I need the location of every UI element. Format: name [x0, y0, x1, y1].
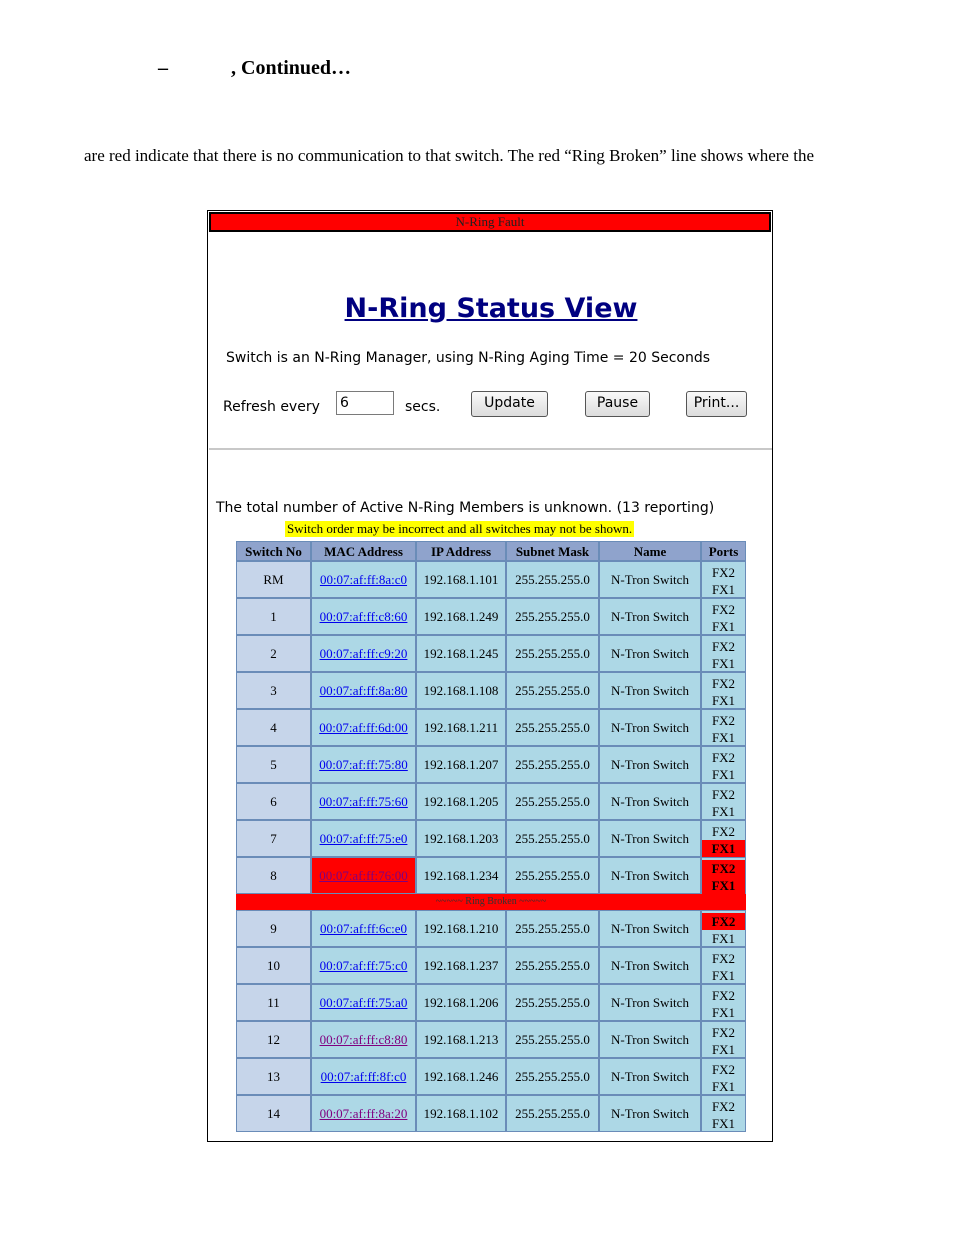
port-fx1: FX1: [711, 619, 736, 634]
switch-no-cell: 11: [236, 984, 311, 1021]
ip-cell: 192.168.1.246: [416, 1058, 506, 1095]
port-fx2-down: FX2: [702, 860, 745, 877]
mac-address-link[interactable]: 00:07:af:ff:75:a0: [319, 995, 408, 1010]
switch-no-cell: 9: [236, 910, 311, 947]
mac-cell: [311, 1058, 416, 1095]
switch-no-cell: 2: [236, 635, 311, 672]
switch-name-cell: N-Tron Switch: [599, 1021, 701, 1058]
ip-cell: 192.168.1.108: [416, 672, 506, 709]
mac-cell: [311, 783, 416, 820]
port-fx2: FX2: [711, 713, 736, 728]
ip-cell: 192.168.1.249: [416, 598, 506, 635]
port-fx2: FX2: [711, 824, 736, 839]
mac-cell: [311, 820, 416, 857]
mac-cell: [311, 910, 416, 947]
pause-button[interactable]: Pause: [585, 391, 650, 417]
subnet-mask-cell: 255.255.255.0: [506, 783, 599, 820]
switch-name-cell: N-Tron Switch: [599, 820, 701, 857]
port-fx1-down: FX1: [702, 840, 745, 857]
ip-cell: 192.168.1.206: [416, 984, 506, 1021]
port-fx1: FX1: [711, 1005, 736, 1020]
subnet-mask-cell: 255.255.255.0: [506, 598, 599, 635]
table-row: [236, 635, 746, 672]
ports-cell: [701, 1095, 746, 1132]
refresh-label: Refresh every: [223, 399, 320, 415]
refresh-interval-input[interactable]: [336, 391, 394, 415]
subnet-mask-cell: 255.255.255.0: [506, 1095, 599, 1132]
header-ip-address: IP Address: [416, 541, 506, 561]
header-name: Name: [599, 541, 701, 561]
port-fx2: FX2: [711, 1025, 736, 1040]
nring-members-table: [236, 541, 746, 1132]
ports-cell: [701, 857, 746, 894]
subnet-mask-cell: 255.255.255.0: [506, 746, 599, 783]
port-fx1: FX1: [711, 767, 736, 782]
subnet-mask-cell: 255.255.255.0: [506, 672, 599, 709]
table-row: [236, 857, 746, 894]
mac-address-link[interactable]: 00:07:af:ff:75:e0: [319, 831, 408, 846]
switch-no-cell: 13: [236, 1058, 311, 1095]
ip-cell: 192.168.1.210: [416, 910, 506, 947]
mac-address-link[interactable]: 00:07:af:ff:75:80: [319, 757, 408, 772]
switch-name-cell: N-Tron Switch: [599, 947, 701, 984]
mac-cell: [311, 947, 416, 984]
port-fx2: FX2: [711, 1062, 736, 1077]
switch-no-cell: 10: [236, 947, 311, 984]
document-body-text: are red indicate that there is no communication to that switch. The red “Ring Broken” line shows where the: [84, 146, 814, 165]
ports-cell: [701, 598, 746, 635]
table-row: [236, 910, 746, 947]
ports-cell: [701, 947, 746, 984]
page-title: [208, 293, 773, 324]
mac-address-link[interactable]: 00:07:af:ff:6d:00: [319, 720, 408, 735]
switch-name-cell: N-Tron Switch: [599, 598, 701, 635]
subnet-mask-cell: 255.255.255.0: [506, 635, 599, 672]
port-fx2: FX2: [711, 676, 736, 691]
switch-no-cell: 12: [236, 1021, 311, 1058]
mac-address-link[interactable]: 00:07:af:ff:75:60: [319, 794, 408, 809]
mac-cell: [311, 984, 416, 1021]
mac-cell: [311, 746, 416, 783]
table-row: [236, 598, 746, 635]
switch-name-cell: N-Tron Switch: [599, 746, 701, 783]
port-fx1: FX1: [711, 693, 736, 708]
ip-cell: 192.168.1.203: [416, 820, 506, 857]
table-row: [236, 1021, 746, 1058]
table-header-row: [236, 541, 746, 561]
switch-name-cell: N-Tron Switch: [599, 1058, 701, 1095]
ip-cell: 192.168.1.207: [416, 746, 506, 783]
switch-name-cell: N-Tron Switch: [599, 984, 701, 1021]
table-row: [236, 1058, 746, 1095]
port-fx2: FX2: [711, 750, 736, 765]
port-fx2: FX2: [711, 787, 736, 802]
switch-name-cell: N-Tron Switch: [599, 783, 701, 820]
mac-cell-no-communication: [311, 857, 416, 894]
switch-no-cell: 7: [236, 820, 311, 857]
mac-address-link[interactable]: 00:07:af:ff:8a:20: [319, 1106, 408, 1121]
switch-name-cell: N-Tron Switch: [599, 672, 701, 709]
ports-cell: [701, 561, 746, 598]
table-row: [236, 984, 746, 1021]
update-button[interactable]: Update: [471, 391, 548, 417]
subnet-mask-cell: 255.255.255.0: [506, 984, 599, 1021]
switch-name-cell: N-Tron Switch: [599, 709, 701, 746]
ports-cell: [701, 635, 746, 672]
table-row: [236, 561, 746, 598]
header-ports: Ports: [701, 541, 746, 561]
mac-address-link[interactable]: 00:07:af:ff:8a:c0: [319, 572, 408, 587]
mac-address-link[interactable]: 00:07:af:ff:c9:20: [319, 646, 408, 661]
ip-cell: 192.168.1.234: [416, 857, 506, 894]
table-row: [236, 947, 746, 984]
table-row: [236, 746, 746, 783]
ring-broken-row: ~~~~~ Ring Broken ~~~~~: [236, 894, 746, 910]
port-fx2-down: FX2: [702, 913, 745, 930]
switch-name-cell: N-Tron Switch: [599, 1095, 701, 1132]
ports-cell: [701, 672, 746, 709]
port-fx2: FX2: [711, 988, 736, 1003]
ip-cell: 192.168.1.213: [416, 1021, 506, 1058]
switch-name-cell: N-Tron Switch: [599, 910, 701, 947]
subnet-mask-cell: 255.255.255.0: [506, 1021, 599, 1058]
switch-no-cell: 14: [236, 1095, 311, 1132]
switch-no-cell: 5: [236, 746, 311, 783]
table-row: [236, 672, 746, 709]
mac-address-link[interactable]: 00:07:af:ff:8f:c0: [320, 1069, 407, 1084]
port-fx1: FX1: [711, 1079, 736, 1094]
mac-address-link[interactable]: 00:07:af:ff:c8:60: [319, 609, 408, 624]
port-fx1: FX1: [711, 1042, 736, 1057]
nring-status-screenshot: [207, 210, 773, 1142]
subnet-mask-cell: 255.255.255.0: [506, 709, 599, 746]
ports-cell: [701, 910, 746, 947]
nring-fault-banner: N-Ring Fault: [209, 212, 771, 232]
heading-dash: –: [158, 57, 168, 79]
switch-no-cell: RM: [236, 561, 311, 598]
switch-name-cell: N-Tron Switch: [599, 561, 701, 598]
subnet-mask-cell: 255.255.255.0: [506, 820, 599, 857]
subnet-mask-cell: 255.255.255.0: [506, 947, 599, 984]
switch-no-cell: 3: [236, 672, 311, 709]
ports-cell: [701, 746, 746, 783]
ports-cell: [701, 709, 746, 746]
manager-status-text: Switch is an N-Ring Manager, using N-Ring Aging Time = 20 Seconds: [226, 350, 711, 366]
ip-cell: 192.168.1.211: [416, 709, 506, 746]
active-members-text: The total number of Active N-Ring Members is unknown. (13 reporting): [216, 500, 715, 516]
port-fx1: FX1: [711, 931, 736, 946]
header-switch-no: Switch No: [236, 541, 311, 561]
mac-address-link[interactable]: 00:07:af:ff:76:00: [319, 868, 408, 883]
page-title-text: N-Ring Status View: [344, 293, 638, 324]
ip-cell: 192.168.1.245: [416, 635, 506, 672]
refresh-unit-label: secs.: [405, 399, 441, 415]
port-fx2: FX2: [711, 951, 736, 966]
mac-address-link[interactable]: 00:07:af:ff:c8:80: [319, 1032, 408, 1047]
table-row: [236, 820, 746, 857]
subnet-mask-cell: 255.255.255.0: [506, 910, 599, 947]
subnet-mask-cell: 255.255.255.0: [506, 857, 599, 894]
ports-cell: [701, 1021, 746, 1058]
heading-continued: , Continued…: [231, 57, 352, 79]
refresh-controls: [223, 391, 763, 419]
switch-no-cell: 6: [236, 783, 311, 820]
mac-cell: [311, 1021, 416, 1058]
subnet-mask-cell: 255.255.255.0: [506, 1058, 599, 1095]
port-fx2: FX2: [711, 602, 736, 617]
switch-order-warning: Switch order may be incorrect and all switches may not be shown.: [287, 521, 633, 536]
mac-address-link[interactable]: 00:07:af:ff:75:c0: [319, 958, 408, 973]
switch-name-cell: N-Tron Switch: [599, 857, 701, 894]
ip-cell: 192.168.1.102: [416, 1095, 506, 1132]
table-row: [236, 709, 746, 746]
port-fx1: FX1: [711, 804, 736, 819]
switch-name-cell: N-Tron Switch: [599, 635, 701, 672]
port-fx1: FX1: [711, 582, 736, 597]
port-fx1: FX1: [711, 730, 736, 745]
ports-cell: [701, 820, 746, 857]
port-fx1: FX1: [711, 656, 736, 671]
ports-cell: [701, 984, 746, 1021]
ip-cell: 192.168.1.205: [416, 783, 506, 820]
mac-cell: [311, 598, 416, 635]
print-button[interactable]: Print...: [686, 391, 747, 417]
ports-cell: [701, 1058, 746, 1095]
port-fx1: FX1: [711, 968, 736, 983]
ip-cell: 192.168.1.101: [416, 561, 506, 598]
mac-cell: [311, 1095, 416, 1132]
mac-address-link[interactable]: 00:07:af:ff:8a:80: [319, 683, 408, 698]
switch-no-cell: 8: [236, 857, 311, 894]
header-mac-address: MAC Address: [311, 541, 416, 561]
mac-cell: [311, 635, 416, 672]
port-fx2: FX2: [711, 1099, 736, 1114]
ip-cell: 192.168.1.237: [416, 947, 506, 984]
mac-address-link[interactable]: 00:07:af:ff:6c:e0: [319, 921, 408, 936]
switch-no-cell: 4: [236, 709, 311, 746]
table-row: [236, 1095, 746, 1132]
switch-no-cell: 1: [236, 598, 311, 635]
divider: [209, 448, 773, 450]
port-fx1: FX1: [711, 1116, 736, 1131]
table-row: [236, 783, 746, 820]
port-fx2: FX2: [711, 639, 736, 654]
mac-cell: [311, 672, 416, 709]
mac-cell: [311, 561, 416, 598]
subnet-mask-cell: 255.255.255.0: [506, 561, 599, 598]
port-fx1-down: FX1: [702, 877, 745, 894]
ports-cell: [701, 783, 746, 820]
header-subnet-mask: Subnet Mask: [506, 541, 599, 561]
mac-cell: [311, 709, 416, 746]
port-fx2: FX2: [711, 565, 736, 580]
